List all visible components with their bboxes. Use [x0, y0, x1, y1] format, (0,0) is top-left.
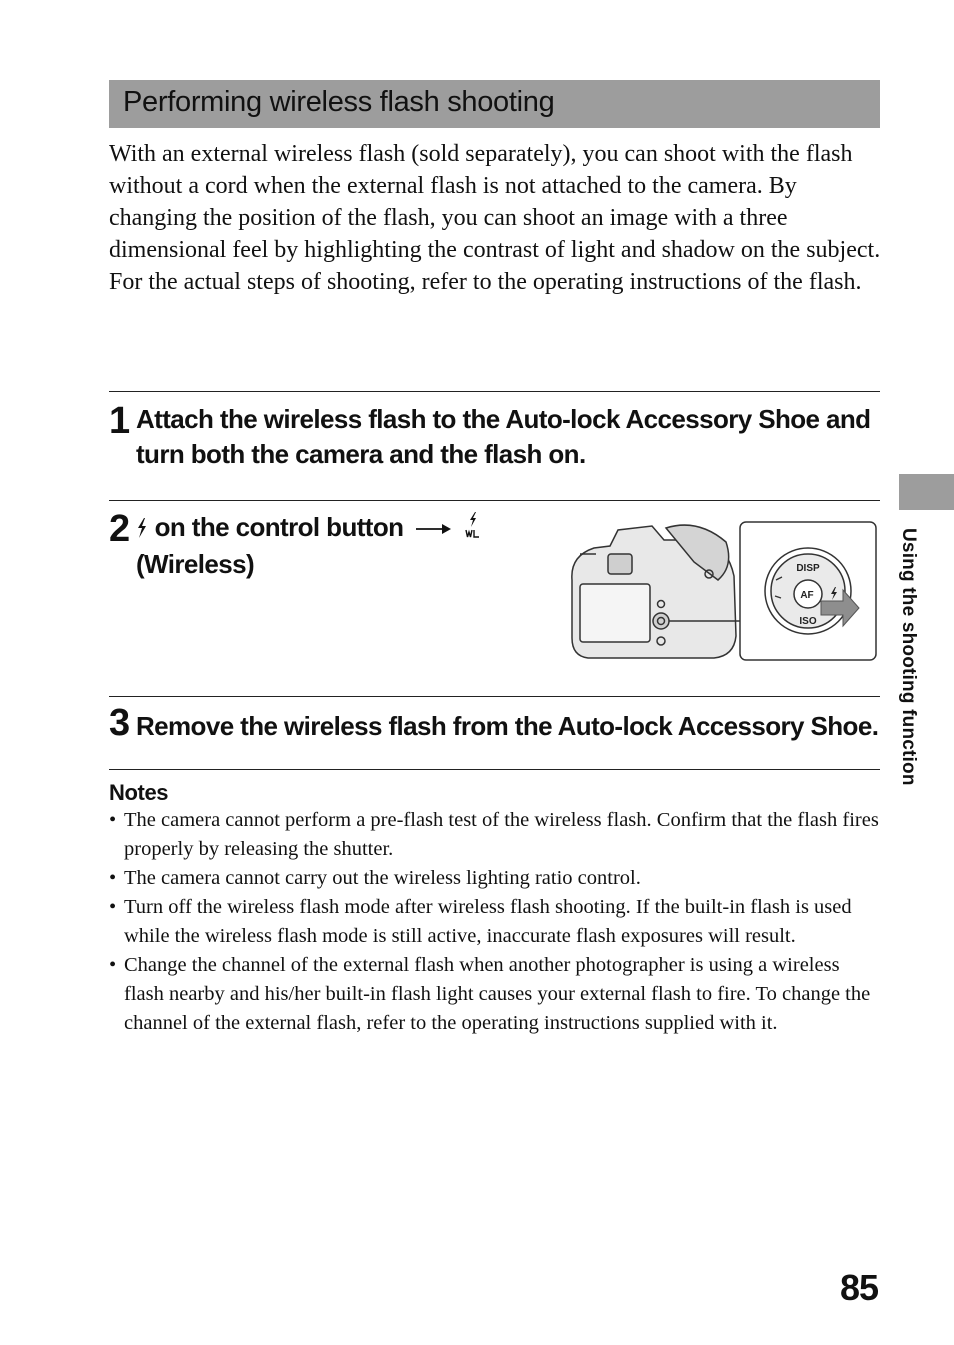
step-2-text-part2: (Wireless): [136, 548, 255, 579]
intro-paragraph-2: For the actual steps of shooting, refer to the operating instructions of the flash.: [109, 269, 862, 295]
dial-label-iso: ISO: [799, 616, 817, 627]
note-item: • Change the channel of the external flash when another photographer is using a wireless flash nearby and his/her built-in flash light causes your external flash to fire. To change the channel of the external flash, refer to the operating instructions supplied with it.: [109, 951, 884, 1038]
section-title: Performing wireless flash shooting: [123, 86, 555, 118]
step-2-text: [136, 510, 516, 582]
flash-wireless-icon: [465, 512, 481, 547]
intro-text: [109, 138, 884, 298]
camera-back-icon: [572, 525, 736, 658]
divider-step-3: [109, 696, 880, 697]
step-2-text-part1: on the control button: [154, 512, 404, 542]
arrow-right-icon: [416, 510, 452, 545]
dial-label-disp: DISP: [796, 563, 820, 574]
dial-label-af: AF: [800, 590, 814, 601]
intro-paragraph-1: With an external wireless flash (sold separately), you can shoot with the flash without a cord when the external flash is not attached to the camera. By changing the position of the flash, you can shoot an image with a three dimensional feel by highlighting the contrast of light and shadow on the subject.: [109, 141, 881, 263]
note-item: • Turn off the wireless flash mode after wireless flash shooting. If the built-in flash is used while the wireless flash mode is still active, inaccurate flash exposures will result.: [109, 893, 884, 951]
step-3-number: 3: [109, 702, 131, 744]
step-1-text: Attach the wireless flash to the Auto-lock Accessory Shoe and turn both the camera and the flash on.: [136, 404, 871, 469]
step-2-number: 2: [109, 508, 131, 550]
section-header: [109, 80, 880, 128]
note-item: • The camera cannot perform a pre-flash test of the wireless flash. Confirm that the flash fires properly by releasing the shutter.: [109, 806, 884, 864]
page-number: 85: [840, 1267, 879, 1308]
divider-step-1: [109, 391, 880, 392]
flash-icon: [136, 512, 148, 547]
side-tab-marker: [899, 474, 954, 510]
step-1-number: 1: [109, 400, 131, 442]
note-item: • The camera cannot carry out the wireless lighting ratio control.: [109, 864, 884, 893]
side-tab-label: Using the shooting function: [898, 528, 919, 786]
divider-notes: [109, 769, 880, 770]
notes-list: [109, 806, 884, 1038]
divider-step-2: [109, 500, 880, 501]
notes-title: Notes: [109, 780, 169, 805]
step-3-text: Remove the wireless flash from the Auto-lock Accessory Shoe.: [136, 711, 879, 741]
camera-illustration: [566, 518, 878, 663]
